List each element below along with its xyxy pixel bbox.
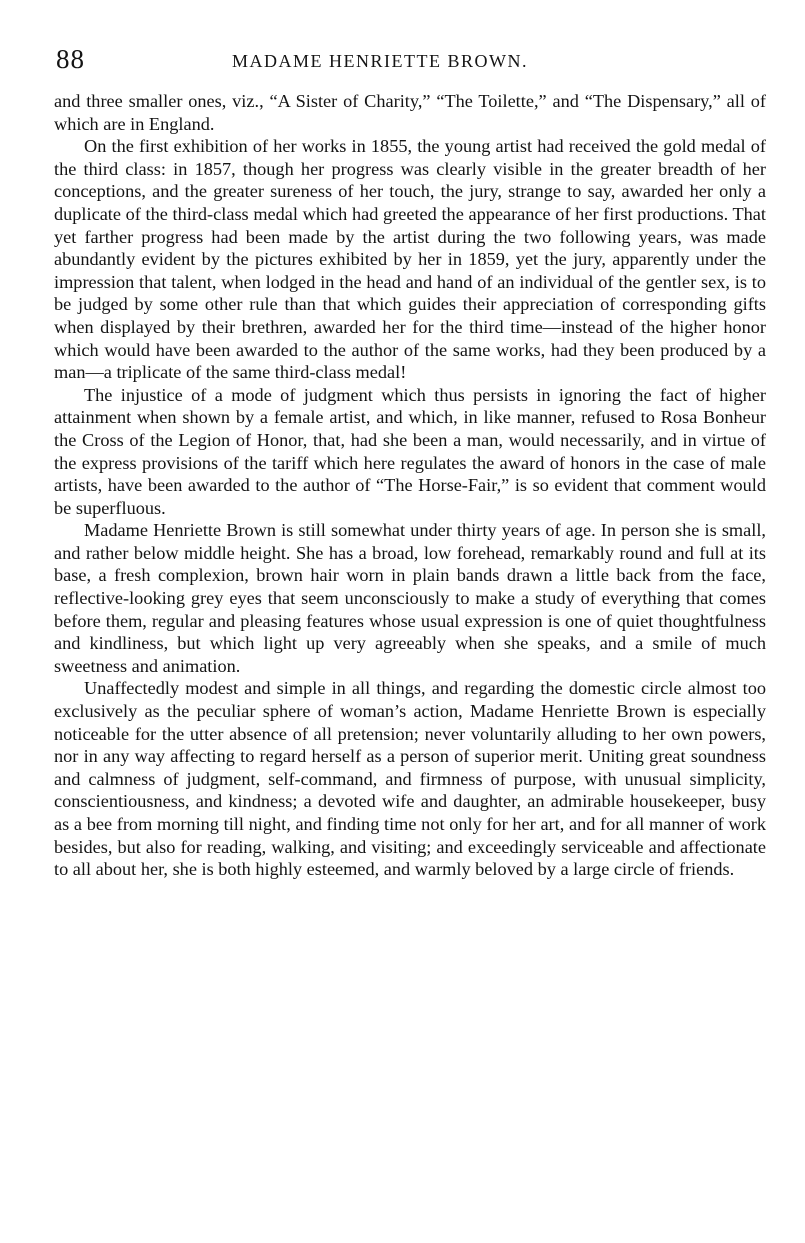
page-number: 88 xyxy=(56,44,85,74)
paragraph-description: Madame Henriette Brown is still somewhat under thirty years of age. In person she is small, and rather below middle height. She has a broad, low forehead, remarkably round and full at its base, a fresh complexion, brown hair worn in plain bands drawn a little back from the face, reflective-looking grey eyes that seem unconsciously to make a study of everything that comes before them, regular and pleasing features whose usual expression is one of quiet thoughtfulness and kindliness, but which light up very agreeably when she speaks, and a smile of much sweetness and animation. xyxy=(54,520,766,676)
page-header xyxy=(54,44,766,74)
running-head: MADAME HENRIETTE BROWN. xyxy=(232,51,528,71)
paragraph-injustice: The injustice of a mode of judgment which thus persists in ignoring the fact of higher attainment when shown by a female artist, and which, in like manner, refused to Rosa Bonheur the Cross of the Legion of Honor, that, had she been a man, would necessarily, and in virtue of the express provisions of the tariff which here regulates the award of honors in the case of male artists, have been awarded to the author of “The Horse-Fair,” is so evident that comment would be superfluous. xyxy=(54,384,766,518)
paragraph-character: Unaffectedly modest and simple in all things, and regarding the domestic circle almost too exclusively as the peculiar sphere of woman’s action, Madame Henriette Brown is especially noticeable for the utter absence of all pretension; never voluntarily alluding to her own powers, nor in any way affecting to regard herself as a person of superior merit. Uniting great soundness and calmness of judgment, self-command, and firmness of purpose, with unusual simplicity, conscientiousness, and kindness; a devoted wife and daughter, an admirable housekeeper, busy as a bee from morning till night, and finding time not only for her art, and for all manner of work besides, but also for reading, walking, and visiting; and exceedingly serviceable and affectionate to all about her, she is both highly esteemed, and warmly beloved by a large circle of friends. xyxy=(54,678,766,880)
paragraph-continuation: and three smaller ones, viz., “A Sister of Charity,” “The Toilette,” and “The Dispensary,” all of which are in England. xyxy=(54,91,766,134)
paragraph-exhibition-medals: On the first exhibition of her works in 1855, the young artist had received the gold medal of the third class: in 1857, though her progress was clearly visible in the greater breadth of her conceptions, and the greater sureness of her touch, the jury, strange to say, awarded her only a duplicate of the third-class medal which had greeted the appearance of her first productions. That yet farther progress had been made by the artist during the two following years, was made abundantly evident by the pictures exhibited by her in 1859, yet the jury, apparently under the impression that talent, when lodged in the head and hand of an individual of the gentler sex, is to be judged by some other rule than that which guides their appreciation of corresponding gifts when displayed by their brethren, awarded her for the third time—instead of the higher honor which would have been awarded to the author of the same works, had they been produced by a man—a triplicate of the same third-class medal! xyxy=(54,136,766,383)
body-text xyxy=(54,90,766,881)
book-page xyxy=(54,44,766,881)
